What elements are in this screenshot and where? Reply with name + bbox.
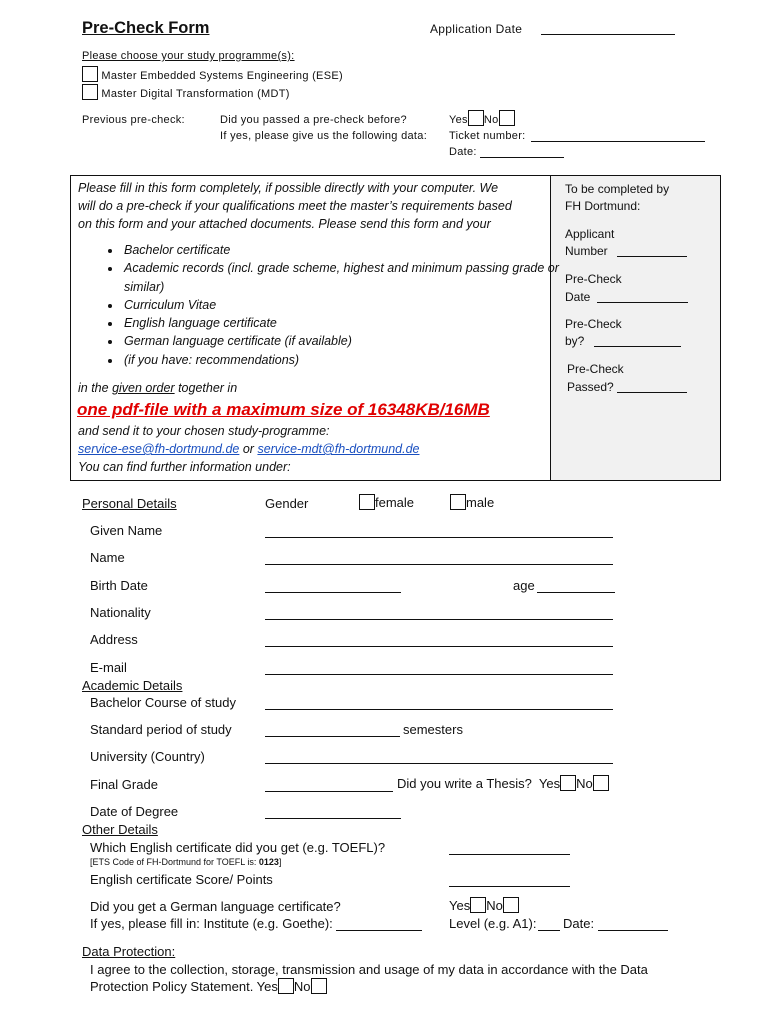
german-yes-checkbox[interactable] — [470, 897, 486, 913]
yes-label: Yes — [449, 114, 468, 126]
given-name-field[interactable] — [265, 537, 613, 538]
previous-precheck-followup: If yes, please give us the following data: — [220, 130, 428, 142]
age-label: age — [513, 578, 535, 593]
standard-period-label: Standard period of study — [90, 722, 232, 737]
ets-note-suffix: ] — [278, 857, 282, 867]
precheck-passed-label-2: Passed? — [567, 380, 614, 394]
english-score-label: English certificate Score/ Points — [90, 872, 273, 887]
required-documents-list — [100, 241, 562, 369]
precheck-passed-label-1: Pre-Check — [567, 362, 624, 376]
english-score-field[interactable] — [449, 886, 570, 887]
ticket-number-field[interactable] — [531, 141, 705, 142]
further-info: You can find further information under: — [78, 460, 291, 474]
previous-date-label: Date: — [449, 146, 477, 158]
birth-date-label: Birth Date — [90, 578, 148, 593]
order-line — [78, 381, 237, 395]
list-item: • German language certificate (if available) — [122, 332, 562, 350]
english-certificate-field[interactable] — [449, 854, 570, 855]
thesis-question-text: Did you write a Thesis? — [397, 776, 532, 791]
german-date-label: Date: — [563, 916, 595, 931]
form-title: Pre-Check Form — [82, 19, 210, 37]
programme-prompt: Please choose your study programme(s): — [82, 50, 295, 62]
standard-period-field[interactable] — [265, 736, 400, 737]
german-no-checkbox[interactable] — [503, 897, 519, 913]
german-certificate-question: Did you get a German language certificate? — [90, 899, 341, 914]
email-label: E-mail — [90, 660, 127, 675]
list-item: • Academic records (incl. grade scheme, highest and minimum passing grade or similar) — [122, 259, 562, 296]
given-name-label: Given Name — [90, 523, 163, 538]
previous-date-field[interactable] — [480, 157, 564, 158]
applicant-label-1: Applicant — [565, 227, 615, 241]
precheck-passed-field[interactable] — [617, 392, 687, 393]
name-label: Name — [90, 550, 125, 565]
german-yes-no — [449, 897, 519, 913]
thesis-question — [397, 775, 609, 791]
gender-female-option — [359, 494, 414, 510]
female-label: female — [375, 495, 415, 510]
previous-precheck-yes-no — [449, 110, 515, 126]
programme-ese-label: Master Embedded Systems Engineering (ESE) — [101, 70, 343, 82]
data-protection-text-2 — [90, 978, 327, 994]
order-underlined: given order — [112, 381, 175, 395]
nationality-field[interactable] — [265, 619, 613, 620]
german-no-label: No — [486, 898, 503, 913]
order-suffix: together in — [174, 381, 238, 395]
applicant-number-field[interactable] — [617, 256, 687, 257]
gender-label: Gender — [265, 496, 309, 511]
programme-option-ese — [82, 66, 343, 82]
ets-note-prefix: [ETS Code of FH-Dortmund for TOEFL is: — [90, 857, 259, 867]
office-heading-2: FH Dortmund: — [565, 199, 641, 213]
precheck-date-field[interactable] — [597, 302, 688, 303]
bachelor-course-label: Bachelor Course of study — [90, 695, 236, 710]
other-details-heading: Other Details — [82, 822, 158, 837]
precheck-by-label-2: by? — [565, 334, 585, 348]
bachelor-course-field[interactable] — [265, 709, 613, 710]
previous-precheck-question: Did you passed a pre-check before? — [220, 114, 407, 126]
previous-precheck-label: Previous pre-check: — [82, 114, 185, 126]
data-protection-no-checkbox[interactable] — [311, 978, 327, 994]
precheck-date-label-2: Date — [565, 290, 591, 304]
data-protection-text-2-label: Protection Policy Statement. Yes — [90, 979, 278, 994]
precheck-date-label-1: Pre-Check — [565, 272, 622, 286]
email-field[interactable] — [265, 674, 613, 675]
ticket-number-label: Ticket number: — [449, 130, 526, 142]
level-label: Level (e.g. A1): — [449, 916, 537, 931]
precheck-by-field[interactable] — [594, 346, 681, 347]
german-level-field[interactable] — [538, 930, 560, 931]
university-field[interactable] — [265, 763, 613, 764]
previous-no-checkbox[interactable] — [499, 110, 515, 126]
office-heading-1: To be completed by — [565, 182, 670, 196]
list-item: • (if you have: recommendations) — [122, 351, 562, 369]
academic-details-heading: Academic Details — [82, 678, 183, 693]
german-yes-label: Yes — [449, 898, 471, 913]
ets-code-note — [90, 857, 281, 867]
data-protection-no-label: No — [293, 979, 311, 994]
english-certificate-question: Which English certificate did you get (e.g. TOEFL)? — [90, 840, 386, 855]
intro-line-3: on this form and your attached documents. Please send this form and your — [78, 217, 491, 231]
male-label: male — [466, 495, 495, 510]
email-line — [78, 442, 420, 456]
application-date-label: Application Date — [430, 22, 523, 36]
or-text: or — [239, 442, 258, 456]
date-of-degree-label: Date of Degree — [90, 804, 179, 819]
precheck-by-label-1: Pre-Check — [565, 317, 622, 331]
applicant-label-2: Number — [565, 244, 608, 258]
thesis-no-checkbox[interactable] — [593, 775, 609, 791]
semesters-label: semesters — [403, 722, 463, 737]
intro-line-2: will do a pre-check if your qualifications meet the master’s requirements based — [78, 199, 512, 213]
application-date-field[interactable] — [541, 34, 675, 35]
final-grade-field[interactable] — [265, 791, 393, 792]
personal-details-heading: Personal Details — [82, 496, 177, 511]
email-mdt-link[interactable]: service-mdt@fh-dortmund.de — [257, 442, 420, 456]
list-item: • Curriculum Vitae — [122, 296, 562, 314]
programme-option-mdt — [82, 84, 290, 100]
address-field[interactable] — [265, 646, 613, 647]
university-label: University (Country) — [90, 749, 205, 764]
birth-date-field[interactable] — [265, 592, 401, 593]
programme-mdt-checkbox[interactable] — [82, 84, 98, 100]
email-ese-link[interactable]: service-ese@fh-dortmund.de — [78, 442, 240, 456]
name-field[interactable] — [265, 564, 613, 565]
send-text: and send it to your chosen study-programme: — [78, 424, 330, 438]
nationality-label: Nationality — [90, 605, 151, 620]
thesis-yes-checkbox[interactable] — [560, 775, 576, 791]
final-grade-label: Final Grade — [90, 777, 158, 792]
intro-line-1: Please fill in this form completely, if possible directly with your computer. We — [78, 181, 499, 195]
date-of-degree-field[interactable] — [265, 818, 401, 819]
list-item: • Bachelor certificate — [122, 241, 562, 259]
address-label: Address — [90, 632, 138, 647]
list-item: • English language certificate — [122, 314, 562, 332]
german-followup: If yes, please fill in: Institute (e.g. Goethe): — [90, 916, 333, 931]
data-protection-heading: Data Protection: — [82, 944, 176, 959]
male-checkbox[interactable] — [450, 494, 466, 510]
data-protection-yes-checkbox[interactable] — [278, 978, 294, 994]
programme-mdt-label: Master Digital Transformation (MDT) — [101, 88, 290, 100]
female-checkbox[interactable] — [359, 494, 375, 510]
data-protection-text-1: I agree to the collection, storage, transmission and usage of my data in accordance with the Data — [90, 962, 648, 977]
programme-ese-checkbox[interactable] — [82, 66, 98, 82]
thesis-no-label: No — [576, 776, 593, 791]
pdf-notice: one pdf-file with a maximum size of 16348KB/16MB — [77, 400, 490, 419]
age-field[interactable] — [537, 592, 615, 593]
ets-code: 0123 — [258, 857, 279, 867]
order-prefix: in the — [78, 381, 113, 395]
no-label: No — [483, 114, 499, 126]
previous-yes-checkbox[interactable] — [468, 110, 484, 126]
german-date-field[interactable] — [598, 930, 668, 931]
gender-male-option — [450, 494, 494, 510]
thesis-yes-label: Yes — [538, 776, 561, 791]
german-institute-field[interactable] — [336, 930, 422, 931]
